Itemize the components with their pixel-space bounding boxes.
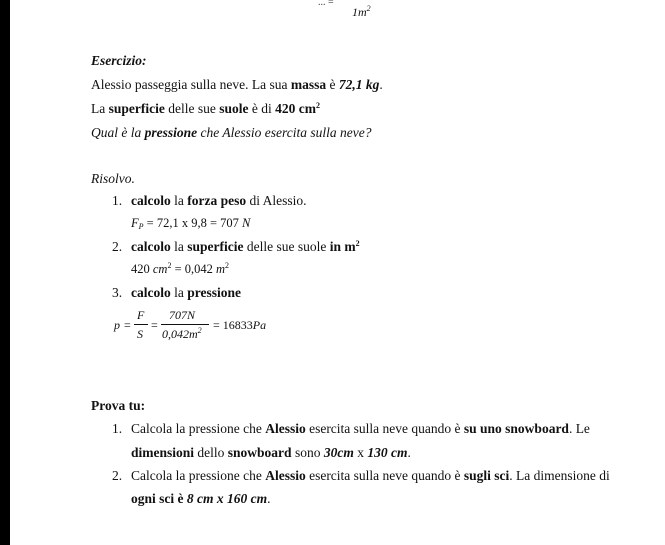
try-1-number: 1.	[112, 421, 123, 436]
step-2-text: calcolo la superficie delle sue suole in $m^2$	[131, 239, 360, 254]
try-heading: Prova tu:	[91, 398, 146, 413]
step-1-text: calcolo la forza peso di Alessio.	[131, 193, 307, 208]
formula-eq-1: =	[124, 318, 131, 332]
exercise-line-1: Alessio passeggia sulla neve. La sua massa è 72,1 kg.	[91, 77, 383, 92]
fraction-1-denominator: S	[137, 327, 143, 341]
solution-heading: Risolvo.	[91, 171, 135, 186]
try-1-line-1: Calcola la pressione che Alessio esercita sulla neve quando è su uno snowboard. Le	[131, 421, 590, 436]
document-page	[10, 0, 665, 545]
step-3-text: calcolo la pressione	[131, 285, 242, 300]
step-2-number: 2.	[112, 239, 123, 254]
formula-eq-2: =	[151, 318, 158, 332]
top-fragment	[318, 0, 334, 11]
top-fragment-cut: ... =	[318, 0, 334, 8]
step-1-number: 1.	[112, 193, 123, 208]
exercise-line-2: La superficie delle sue suole è di 420 $cm^2$	[91, 101, 320, 116]
try-2-line-1: Calcola la pressione che Alessio esercita sulla neve quando è sugli sci. La dimensione di	[131, 468, 610, 483]
fraction-1-bar	[134, 324, 148, 325]
fraction-1-numerator: F	[137, 308, 145, 322]
fraction-2-numerator: 707N	[169, 308, 196, 322]
formula-result: = 16833Pa	[213, 318, 267, 332]
fraction-2-denominator: $0,042m^2$	[162, 326, 202, 341]
exercise-question: Qual è la pressione che Alessio esercita sulla neve?	[91, 125, 372, 140]
top-fragment-expr: $1m^2$	[352, 4, 371, 19]
try-1-line-2: dimensioni dello snowboard sono 30cm x 130 cm.	[131, 445, 411, 460]
step-1-formula: $F_P = 72,1$ x 9,8 = 707 N	[131, 216, 251, 231]
step-2-formula: 420 $cm^2 = 0,042$ $m^2$	[131, 261, 230, 276]
try-2-number: 2.	[112, 468, 123, 483]
step-3-number: 3.	[112, 285, 123, 300]
try-2-line-2: ogni sci è 8 cm x 160 cm.	[131, 491, 271, 506]
fraction-2-bar	[161, 324, 209, 325]
exercise-heading: Esercizio:	[91, 53, 147, 68]
formula-p: p	[114, 318, 120, 332]
